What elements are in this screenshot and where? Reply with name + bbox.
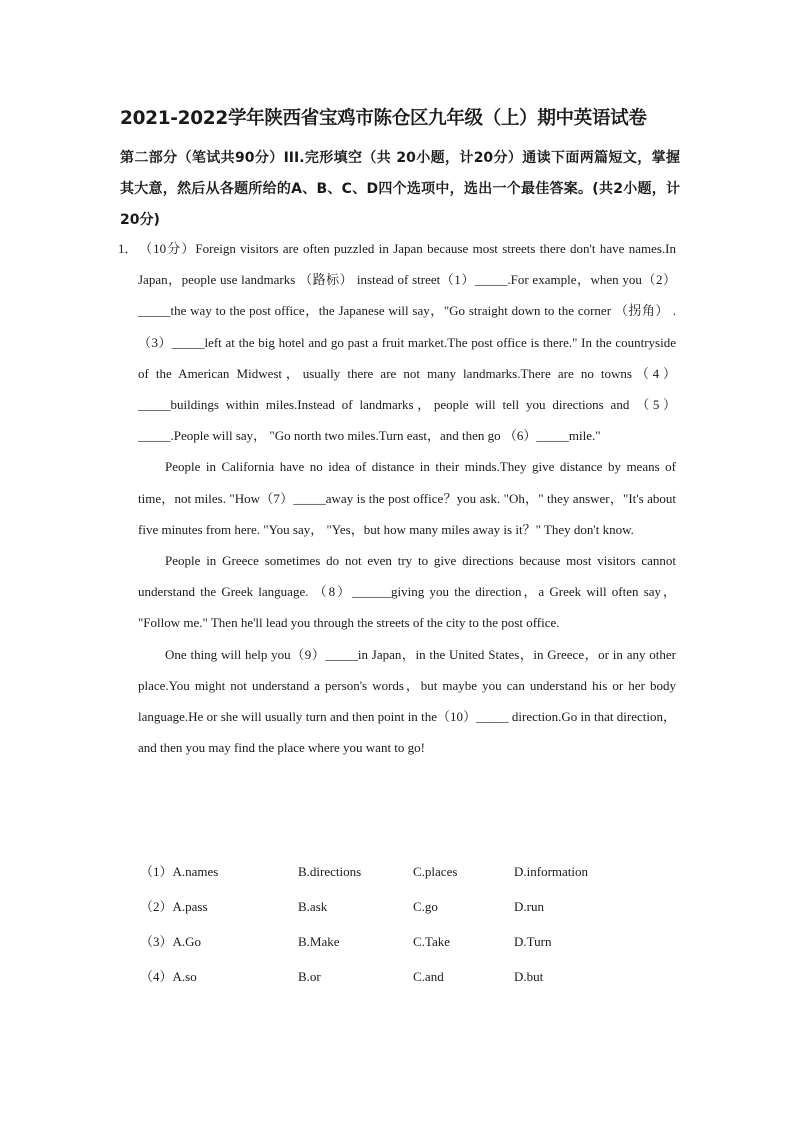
option-row bbox=[140, 892, 680, 927]
option-row bbox=[140, 927, 680, 962]
option-b: B.or bbox=[298, 969, 321, 984]
page-title: 2021-2022学年陕西省宝鸡市陈仓区九年级（上）期中英语试卷 bbox=[120, 108, 647, 129]
option-a: （4）A.so bbox=[140, 969, 197, 984]
option-b: B.directions bbox=[298, 864, 362, 879]
question-1 bbox=[118, 233, 676, 763]
question-number: 1． bbox=[118, 241, 138, 256]
option-d: D.information bbox=[514, 864, 589, 879]
option-d: D.Turn bbox=[514, 934, 552, 949]
question-paragraph: People in California have no idea of distance in their minds.They give distance by means of time，not miles. "How（7）_____away is the post office？you ask. "Oh，" they answer，"It's about five minutes from here. "You say， "Yes，but how many miles away is it？" They don't know. bbox=[138, 459, 676, 537]
option-row bbox=[140, 857, 680, 892]
option-a: （3）A.Go bbox=[140, 934, 202, 949]
option-c: C.places bbox=[413, 864, 458, 879]
option-a: （1）A.names bbox=[140, 864, 219, 879]
option-d: D.run bbox=[514, 899, 544, 914]
option-a: （2）A.pass bbox=[140, 899, 208, 914]
option-c: C.and bbox=[413, 969, 444, 984]
question-paragraph: People in Greece sometimes do not even try to give directions because most visitors cannot understand the Greek language. （8）______giving you the direction，a Greek will often say， "Follow me." Then he'll lead you through the streets of the city to the post office. bbox=[138, 553, 676, 631]
option-b: B.Make bbox=[298, 934, 340, 949]
option-row bbox=[140, 962, 680, 997]
option-c: C.Take bbox=[413, 934, 450, 949]
section-instructions: 第二部分（笔试共90分）III.完形填空（共 20小题，计20分）通读下面两篇短文，掌握其大意，然后从各题所给的A、B、C、D四个选项中，选出一个最佳答案。(共2小题，计20分) bbox=[120, 150, 680, 228]
answer-options bbox=[140, 857, 680, 997]
question-paragraph: One thing will help you（9）_____in Japan，in the United States，in Greece，or in any other place.You might not understand a person's words，but maybe you can understand his or her body language.He or she will usually turn and then point in the（10）_____ direction.Go in that direction，and then you may find the place where you want to go! bbox=[138, 646, 676, 756]
option-b: B.ask bbox=[298, 899, 328, 914]
option-c: C.go bbox=[413, 899, 438, 914]
option-d: D.but bbox=[514, 969, 544, 984]
paragraph-text: （10分）Foreign visitors are often puzzled in Japan because most streets there don't have names.In Japan，people use landmarks （路标） instead of street（1）_____.For example，when you（2）_____the way to the post office，the Japanese will say，"Go straight down to the corner （拐角） .（3）_____left at the big hotel and go past a fruit market.The post office is there." In the countryside of the American Midwest，usually there are not many landmarks.There are no towns（4）_____buildings within miles.Instead of landmarks，people will tell you directions and （5）_____.People will say， "Go north two miles.Turn east，and then go （6）_____mile." bbox=[138, 241, 676, 444]
question-paragraph bbox=[118, 233, 676, 451]
